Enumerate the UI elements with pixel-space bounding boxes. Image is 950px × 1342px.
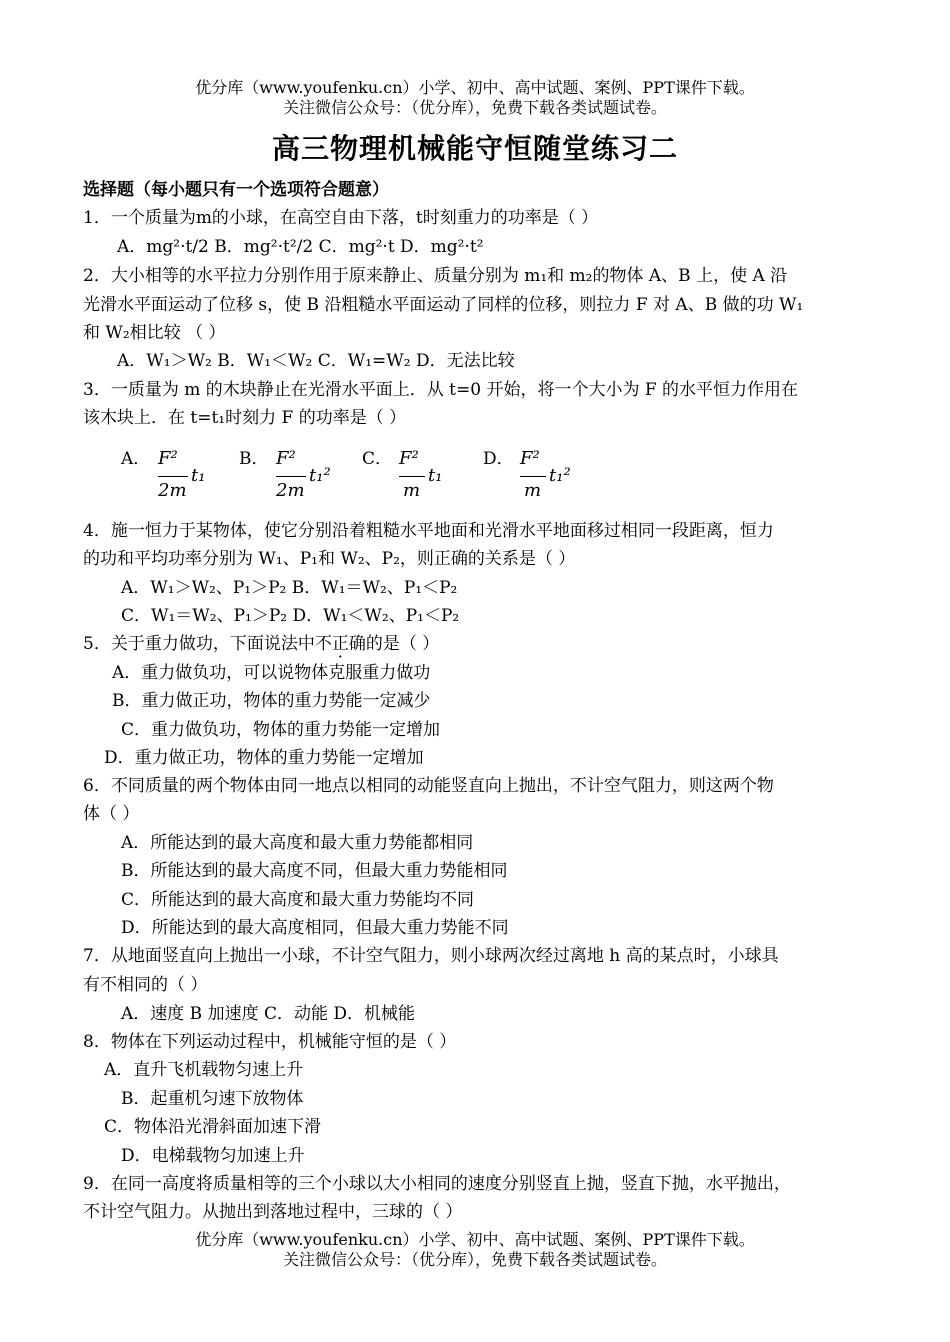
question-5-stem [83,633,439,655]
formula-denominator: m [524,480,542,501]
formula-denominator: m [403,480,421,501]
question-6-option-b: B．所能达到的最大高度不同，但最大重力势能相同 [121,861,508,881]
question-5-option-c: C．重力做负功，物体的重力势能一定增加 [121,720,441,740]
question-5-stem-before: 5．关于重力做功，下面说法中 [83,634,315,654]
question-7-line-1: 7．从地面竖直向上抛出一小球，不计空气阻力，则小球两次经过离地 h 高的某点时，小球具 [83,946,779,966]
footer-line-2: 关注微信公众号：（优分库），免费下载各类试题试卷。 [282,1250,667,1269]
question-6-option-d: D．所能达到的最大高度相同，但最大重力势能不同 [121,918,509,938]
question-9-line-2: 不计空气阻力。从抛出到落地过程中，三球的（ ） [83,1202,463,1222]
question-8-option-d: D．电梯载物匀加速上升 [121,1146,305,1166]
question-8-stem: 8．物体在下列运动过程中，机械能守恒的是（ ） [83,1032,457,1052]
formula-denominator: 2m [158,480,187,501]
question-3-option-a-formula [158,448,204,504]
question-9-line-1: 9．在同一高度将质量相等的三个小球以大小相同的速度分别竖直上抛，竖直下抛，水平抛出， [83,1174,791,1194]
formula-numerator: F² [520,448,540,469]
fraction-bar [276,476,306,477]
header-line-2: 关注微信公众号：（优分库），免费下载各类试题试卷。 [282,98,667,117]
question-3-line-2: 该木块上．在 t=t₁时刻力 F 的功率是（ ） [83,408,407,428]
formula-numerator: F² [399,448,419,469]
question-5-emphasis: 不正确 [314,634,366,654]
question-4-options-ab: A．W₁＞W₂、P₁＞P₂ B．W₁＝W₂、P₁＜P₂ [121,578,458,598]
header-line-1: 优分库（www.youfenku.cn）小学、初中、高中试题、案例、PPT课件下载。 [195,78,755,97]
question-6-option-c: C．所能达到的最大高度和最大重力势能均不同 [121,890,475,910]
question-4-line-1: 4．施一恒力于某物体，使它分别沿着粗糙水平地面和光滑水平地面移过相同一段距离，恒力 [83,521,774,541]
question-3-option-d-formula [520,448,571,504]
question-5-stem-after: 的是（ ） [365,634,440,654]
question-4-line-2: 的功和平均功率分别为 W₁、P₁和 W₂、P₂，则正确的关系是（ ） [83,549,576,569]
question-8-option-c: C．物体沿光滑斜面加速下滑 [104,1117,322,1137]
question-6-option-a: A．所能达到的最大高度和最大重力势能都相同 [121,833,474,853]
question-7-line-2: 有不相同的（ ） [83,975,208,995]
question-8-option-a: A．直升飞机载物匀速上升 [104,1060,304,1080]
fraction-bar [399,476,425,477]
question-2-line-1: 2．大小相等的水平拉力分别作用于原来静止、质量分别为 m₁和 m₂的物体 A、B 上，使 A 沿 [83,266,788,286]
question-6-line-2: 体（ ） [83,804,140,824]
question-1-stem: 1．一个质量为m的小球，在高空自由下落，t时刻重力的功率是（ ） [83,208,599,228]
question-6-line-1: 6．不同质量的两个物体由同一地点以相同的动能竖直向上抛出，不计空气阻力，则这两个物 [83,776,774,796]
formula-time: t₁² [309,465,331,486]
question-3-option-c-label: C． [362,449,393,469]
question-1-options: A．mg²·t/2 B．mg²·t²/2 C．mg²·t D．mg²·t² [117,237,484,257]
footer-line-1: 优分库（www.youfenku.cn）小学、初中、高中试题、案例、PPT课件下载。 [195,1230,755,1249]
page-title: 高三物理机械能守恒随堂练习二 [271,132,678,165]
question-4-options-cd: C．W₁＝W₂、P₁＞P₂ D．W₁＜W₂、P₁＜P₂ [121,606,460,626]
formula-numerator: F² [158,448,178,469]
formula-time: t₁² [549,465,571,486]
formula-numerator: F² [276,448,296,469]
question-2-line-3: 和 W₂相比较 （ ） [83,323,226,343]
question-3-line-1: 3．一质量为 m 的木块静止在光滑水平面上．从 t=0 开始，将一个大小为 F 的水平恒力作用在 [83,380,799,400]
question-3-option-d-label: D． [483,449,514,469]
fraction-bar [158,476,188,477]
question-3-option-b-label: B． [239,449,269,469]
question-3-option-b-formula [276,448,331,504]
formula-time: t₁ [191,465,206,486]
formula-denominator: 2m [276,480,305,501]
question-2-options: A．W₁＞W₂ B．W₁＜W₂ C．W₁=W₂ D．无法比较 [117,351,515,371]
question-3-option-a-label: A． [121,449,151,469]
question-5-option-a: A．重力做负功，可以说物体克服重力做功 [112,663,431,683]
section-heading: 选择题（每小题只有一个选项符合题意） [83,180,389,200]
formula-time: t₁ [428,465,443,486]
question-5-option-b: B．重力做正功，物体的重力势能一定减少 [112,691,431,711]
question-5-option-d: D．重力做正功，物体的重力势能一定增加 [104,748,424,768]
question-2-line-2: 光滑水平面运动了位移 s，使 B 沿粗糙水平面运动了同样的位移，则拉力 F 对 A、B 做的功 W₁ [83,295,804,315]
question-7-options: A．速度 B 加速度 C．动能 D．机械能 [121,1004,416,1024]
question-8-option-b: B．起重机匀速下放物体 [121,1089,304,1109]
fraction-bar [520,476,546,477]
question-3-option-c-formula [399,448,445,504]
